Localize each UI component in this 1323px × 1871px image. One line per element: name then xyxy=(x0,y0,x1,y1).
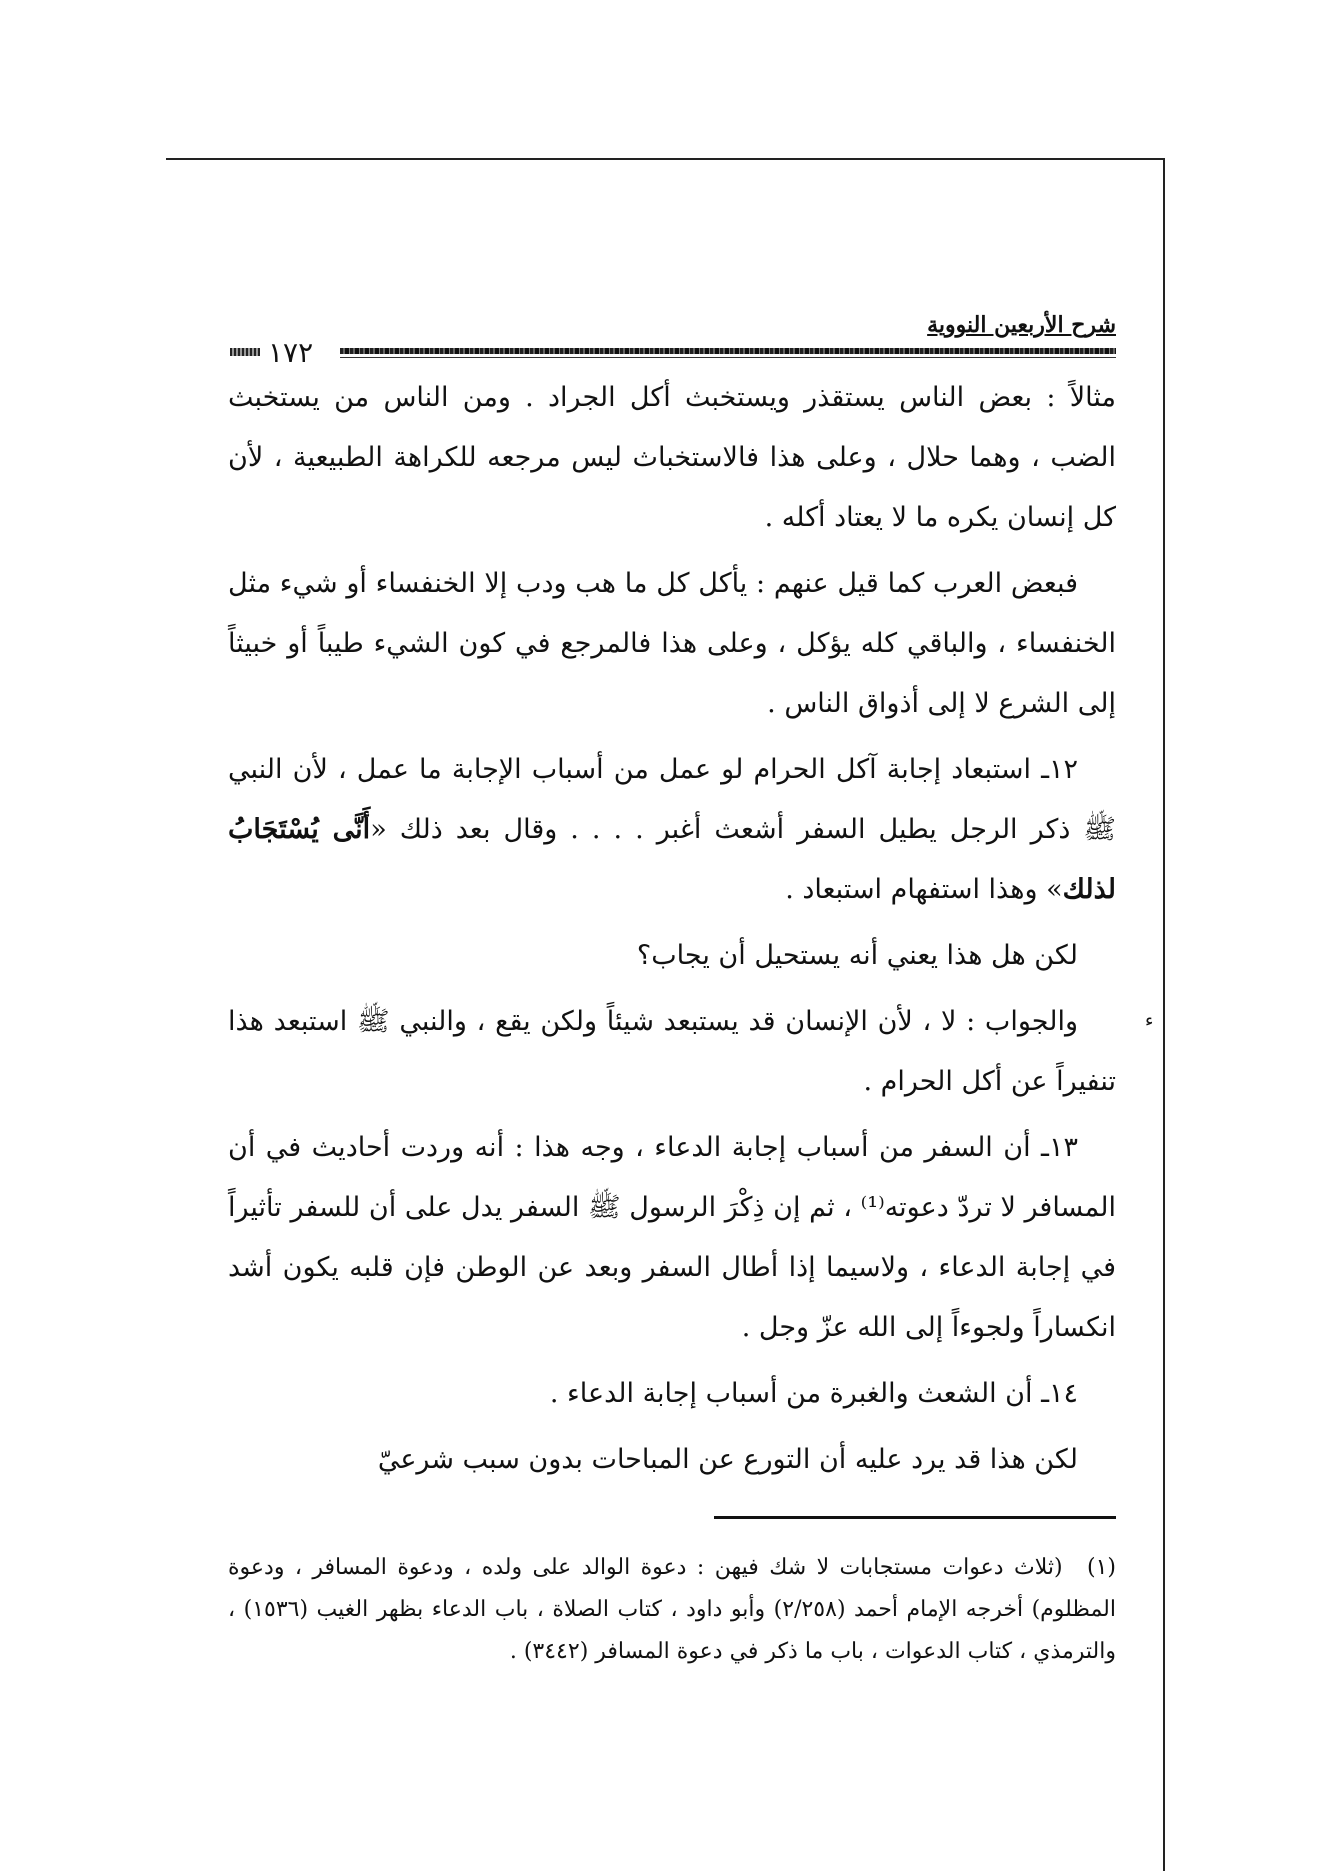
paragraph-arabs: فبعض العرب كما قيل عنهم : يأكل كل ما هب ودب إلا الخنفساء أو شيء مثل الخنفساء ، والباقي كله يؤكل ، وعلى هذا فالمرجع في كون الشيء طيباً أو خبيثاً إلى الشرع لا إلى أذواق الناس . xyxy=(228,568,1116,719)
paragraph-point-12 xyxy=(228,740,1116,920)
book-page xyxy=(228,300,1116,1673)
paragraph-point-14: ١٤ـ أن الشعث والغبرة من أسباب إجابة الدعاء . xyxy=(549,1378,1078,1409)
paragraph-continuation: لكن هذا قد يرد عليه أن التورع عن المباحات بدون سبب شرعيّ xyxy=(377,1444,1078,1475)
margin-mark: ء xyxy=(1145,1010,1154,1031)
paragraph-answer: والجواب : لا ، لأن الإنسان قد يستبعد شيئاً ولكن يقع ، والنبي ﷺ استبعد هذا تنفيراً عن أكل الحرام . xyxy=(228,1006,1116,1097)
running-header-title: شرح الأربعين النووية xyxy=(927,312,1116,338)
scan-frame-right xyxy=(1163,158,1165,1871)
footnote-rule xyxy=(714,1516,1116,1519)
page-number: ١٧٢ xyxy=(268,336,314,369)
footnote-number: (١) xyxy=(1086,1555,1116,1580)
header-rule xyxy=(340,348,1116,354)
scan-frame-top xyxy=(166,158,1164,160)
footnote xyxy=(228,1547,1116,1673)
body-text xyxy=(228,368,1116,1490)
running-header xyxy=(228,300,1116,369)
paragraph-example: مثالاً : بعض الناس يستقذر ويستخبث أكل الجراد . ومن الناس من يستخبث الضب ، وهما حلال ، وعلى هذا فالاستخباث ليس مرجعه للكراهة الطبيعية ، لأن كل إنسان يكره ما لا يعتاد أكله . xyxy=(228,382,1116,533)
point-12-text-end: » وهذا استفهام استبعاد . xyxy=(785,874,1063,905)
paragraph-point-13: ١٣ـ أن السفر من أسباب إجابة الدعاء ، وجه هذا : أنه وردت أحاديث في أن المسافر لا تردّ دعوته⁽¹⁾ ، ثم إن ذِكْرَ الرسول ﷺ السفر يدل على أن للسفر تأثيراً في إجابة الدعاء ، ولاسيما إذا أطال السفر وبعد عن الوطن فإن قلبه يكون أشد انكساراً ولجوءاً إلى الله عزّ وجل . xyxy=(228,1132,1116,1343)
header-rule-thin xyxy=(340,357,1116,358)
hadith-quote: أَنَّى يُسْتَجَابُ لذلك xyxy=(228,814,1116,905)
paragraph-question: لكن هل هذا يعني أنه يستحيل أن يجاب؟ xyxy=(636,940,1078,971)
point-12-text: ١٢ـ استبعاد إجابة آكل الحرام لو عمل من أسباب الإجابة ما عمل ، لأن النبي ﷺ ذكر الرجل يطيل السفر أشعث أغبر . . . . وقال بعد ذلك « xyxy=(228,754,1116,845)
page-ornament xyxy=(230,348,260,356)
footnote-text: (ثلاث دعوات مستجابات لا شك فيهن : دعوة الوالد على ولده ، ودعوة المسافر ، ودعوة المظلوم) أخرجه الإمام أحمد (٢/٢٥٨) وأبو داود ، كتاب الصلاة ، باب الدعاء بظهر الغيب (١٥٣٦) ، والترمذي ، كتاب الدعوات ، باب ما ذكر في دعوة المسافر (٣٤٤٢) . xyxy=(228,1555,1116,1664)
